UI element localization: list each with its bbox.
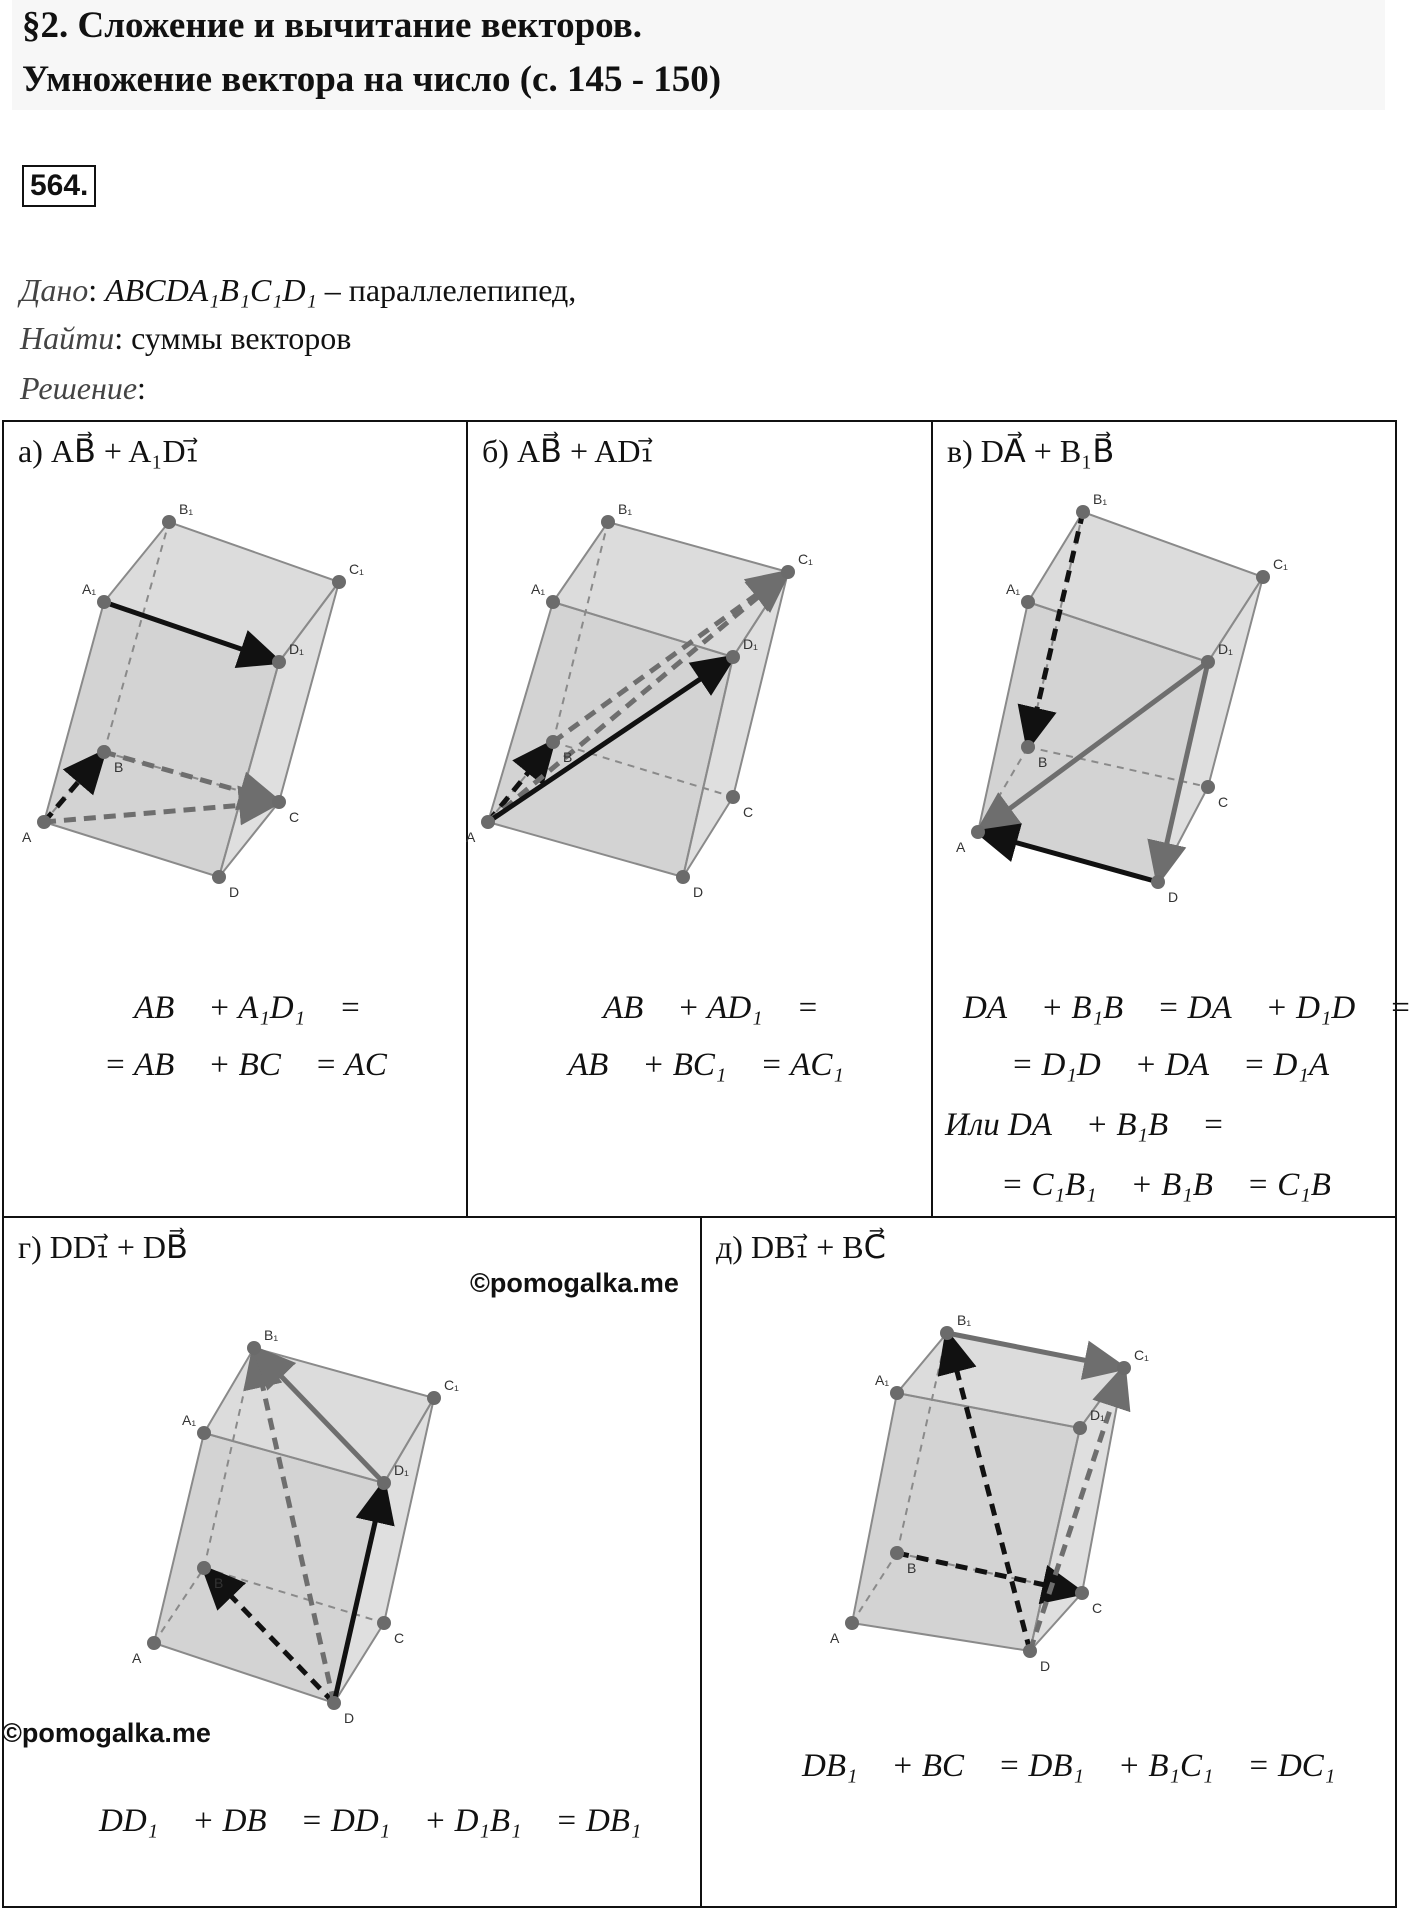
- panel-title: г) DD₁⃗ + DB⃗: [18, 1229, 188, 1265]
- parallelepiped-figure: [468, 472, 928, 1012]
- vertex-label: A: [956, 839, 966, 855]
- vertex-point: [197, 1426, 211, 1440]
- equation-line: = D₁D⃗ + DA⃗ = D₁A⃗: [1011, 1047, 1355, 1083]
- section-title: §2. Сложение и вычитание векторов.: [22, 5, 642, 46]
- vertex-point: [1023, 1644, 1037, 1658]
- vertex-label: C: [394, 1630, 405, 1646]
- vertex-point: [940, 1326, 954, 1340]
- vertex-label: A₁: [875, 1372, 890, 1388]
- vertex-point: [97, 595, 111, 609]
- vertex-label: C₁: [349, 561, 364, 577]
- vertex-point: [1021, 595, 1035, 609]
- vertex-point: [327, 1696, 341, 1710]
- vertex-label: C: [1092, 1600, 1103, 1616]
- parallelepiped-figure: [702, 1268, 1342, 1788]
- vertex-label: B: [1038, 754, 1048, 770]
- equation-line: DA⃗ + B₁B⃗ = DA⃗ + D₁D⃗ =: [963, 990, 1411, 1026]
- vertex-label: C: [743, 804, 754, 820]
- vertex-point: [377, 1476, 391, 1490]
- vertex-point: [890, 1386, 904, 1400]
- vertex-point: [546, 595, 560, 609]
- vertex-point: [845, 1616, 859, 1630]
- vertex-label: A: [22, 829, 32, 845]
- panel-b: [466, 420, 933, 1218]
- equation-line: AB⃗ + BC₁⃗ = AC₁⃗: [568, 1047, 870, 1083]
- vertex-point: [1201, 780, 1215, 794]
- equation-line: = AB⃗ + BC⃗ = AC⃗: [104, 1047, 413, 1083]
- vertex-label: D: [229, 884, 240, 900]
- vertex-label: A: [132, 1650, 142, 1666]
- given-figure: ABCDA₁B₁C₁D₁: [105, 272, 317, 308]
- vertex-label: A₁: [531, 581, 546, 597]
- vertex-point: [272, 795, 286, 809]
- section-subtitle: Умножение вектора на число (с. 145 - 150): [22, 59, 722, 100]
- vertex-label: A: [466, 829, 476, 845]
- vertex-label: D₁: [289, 641, 304, 657]
- vertex-point: [676, 870, 690, 884]
- vertex-label: C: [1218, 794, 1229, 810]
- vertex-label: A₁: [182, 1412, 197, 1428]
- solution-line: [20, 370, 146, 407]
- vertex-label: C₁: [444, 1377, 459, 1393]
- vertex-point: [481, 815, 495, 829]
- vertex-point: [1076, 505, 1090, 519]
- vertex-point: [1151, 875, 1165, 889]
- vertex-point: [1117, 1361, 1131, 1375]
- vertex-point: [37, 815, 51, 829]
- vertex-label: B: [907, 1560, 917, 1576]
- vertex-label: B: [114, 759, 124, 775]
- problem-number: 564.: [22, 165, 96, 207]
- vertex-point: [197, 1561, 211, 1575]
- vertex-label: A: [830, 1630, 840, 1646]
- watermark: ©pomogalka.me: [470, 1268, 679, 1298]
- vertex-point: [601, 515, 615, 529]
- vertex-point: [162, 515, 176, 529]
- vertex-label: A₁: [82, 581, 97, 597]
- parallelepiped-figure: [4, 472, 464, 1012]
- solution-colon: :: [137, 370, 146, 406]
- panel-e: [700, 1216, 1397, 1908]
- vertex-point: [332, 575, 346, 589]
- vertex-label: B₁: [1093, 491, 1108, 507]
- panel-c: [931, 420, 1411, 1218]
- vertex-label: B₁: [957, 1312, 972, 1328]
- vertex-point: [971, 825, 985, 839]
- given-label: Дано: [20, 272, 89, 308]
- vertex-label: C₁: [1134, 1347, 1149, 1363]
- given-suffix: – параллелепипед,: [316, 272, 577, 308]
- vertex-point: [726, 790, 740, 804]
- vertex-point: [1201, 655, 1215, 669]
- vertex-label: C: [289, 809, 300, 825]
- vertex-point: [212, 870, 226, 884]
- equation-line: DB₁⃗ + BC⃗ = DB₁⃗ + B₁C₁⃗ = DC₁⃗: [802, 1748, 1361, 1784]
- panel-title: д) DB₁⃗ + BC⃗: [716, 1229, 886, 1265]
- find-text: : суммы векторов: [114, 320, 352, 356]
- vertex-label: D₁: [394, 1462, 409, 1478]
- find-line: [20, 320, 351, 357]
- parallelepiped-figure: [933, 472, 1393, 1012]
- vertex-point: [97, 745, 111, 759]
- vertex-point: [546, 735, 560, 749]
- vertex-label: D₁: [1218, 641, 1233, 657]
- vertex-point: [377, 1616, 391, 1630]
- vertex-label: D: [1168, 889, 1179, 905]
- vertex-label: B: [214, 1575, 224, 1591]
- vertex-point: [890, 1546, 904, 1560]
- vertex-point: [147, 1636, 161, 1650]
- panel-a: [2, 420, 468, 1218]
- find-label: Найти: [20, 320, 115, 356]
- equation-line: Или DA⃗ + B₁B⃗ =: [945, 1107, 1225, 1143]
- equation-line: AB⃗ + AD₁⃗ =: [603, 990, 819, 1026]
- vertex-label: D₁: [743, 636, 758, 652]
- panel-title: в) DA⃗ + B₁B⃗: [947, 433, 1115, 469]
- vertex-label: C₁: [798, 551, 813, 567]
- vertex-label: C₁: [1273, 556, 1288, 572]
- parallelepiped-figure: [4, 1268, 644, 1788]
- equation-line: DD₁⃗ + DB⃗ = DD₁⃗ + D₁B₁⃗ = DB₁⃗: [99, 1803, 668, 1839]
- vertex-point: [1021, 740, 1035, 754]
- panel-title: б) AB⃗ + AD₁⃗: [482, 433, 654, 469]
- vertex-label: D: [344, 1710, 355, 1726]
- vertex-point: [1256, 570, 1270, 584]
- equation-line: = C₁B₁⃗ + B₁B⃗ = C₁B⃗: [1001, 1167, 1357, 1203]
- vertex-point: [1073, 1421, 1087, 1435]
- equation-line: AB⃗ + A₁D₁⃗ =: [134, 990, 362, 1026]
- vertex-point: [1075, 1586, 1089, 1600]
- vertex-label: D₁: [1090, 1407, 1105, 1423]
- vertex-point: [272, 655, 286, 669]
- vertex-label: D: [693, 884, 704, 900]
- vertex-label: B₁: [264, 1327, 279, 1343]
- given-line: Дано: ABCDA₁B₁C₁D₁ – параллелепипед,: [20, 272, 577, 308]
- vertex-point: [781, 565, 795, 579]
- vertex-label: B: [563, 749, 573, 765]
- panel-d: [2, 1216, 702, 1908]
- vertex-point: [726, 650, 740, 664]
- vertex-point: [427, 1391, 441, 1405]
- panel-title: а) AB⃗ + A₁D₁⃗: [18, 433, 199, 469]
- vertex-label: B₁: [179, 501, 194, 517]
- vertex-label: B₁: [618, 501, 633, 517]
- vertex-label: D: [1040, 1658, 1051, 1674]
- vertex-point: [247, 1341, 261, 1355]
- solution-label: Решение: [20, 370, 138, 406]
- vertex-label: A₁: [1006, 581, 1021, 597]
- watermark: ©pomogalka.me: [2, 1718, 211, 1748]
